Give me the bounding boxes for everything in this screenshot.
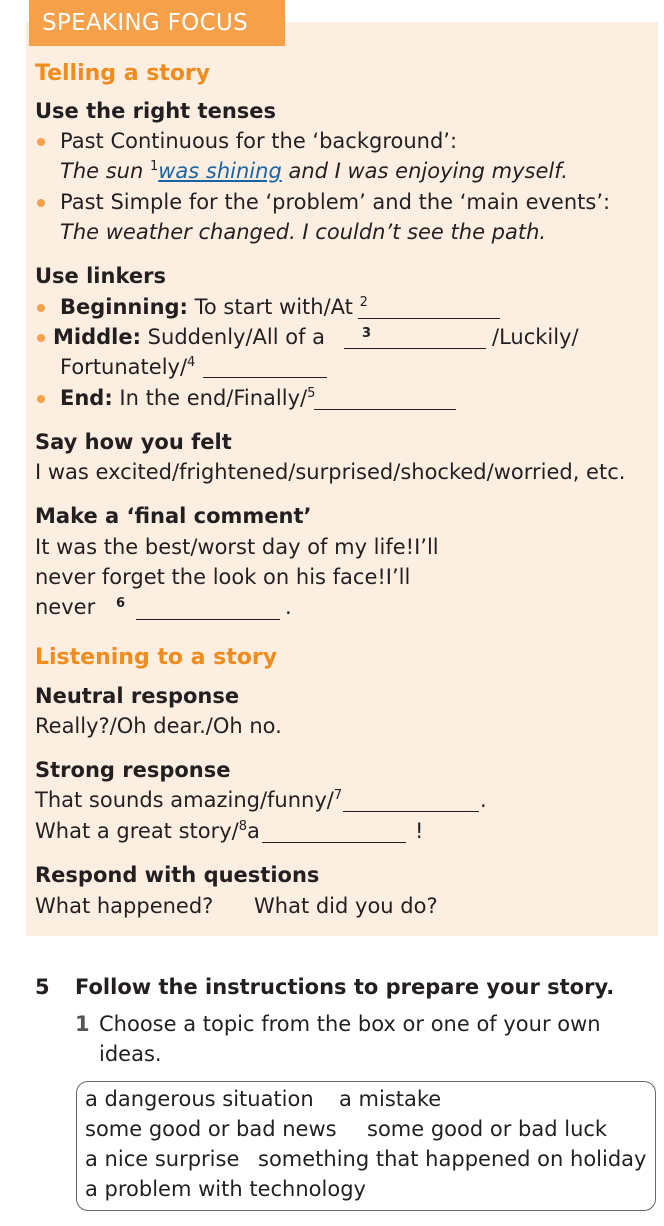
blank-7[interactable] bbox=[343, 811, 479, 812]
step-line-1: Choose a topic from the box or one of your own bbox=[99, 1012, 601, 1036]
topic-item[interactable]: a problem with technology bbox=[85, 1177, 366, 1201]
final-line-2: never forget the look on his face!I’ll bbox=[35, 565, 411, 589]
final-period: . bbox=[285, 595, 292, 619]
strong-line-2: What a great story/$^8$a bbox=[35, 819, 260, 843]
final-line-3: never bbox=[35, 595, 96, 619]
bullet-icon bbox=[37, 304, 45, 312]
step-number: 1 bbox=[75, 1012, 90, 1036]
linker-middle: Middle: Suddenly/All of a bbox=[53, 325, 326, 349]
linker-middle-after: /Luckily/ bbox=[492, 325, 579, 349]
felt-text: I was excited/frightened/surprised/shocked/worried, etc. bbox=[35, 460, 626, 484]
blank-5[interactable] bbox=[314, 409, 456, 410]
neutral-heading: Neutral response bbox=[35, 684, 240, 708]
bullet-icon bbox=[37, 334, 45, 342]
final-line-1: It was the best/worst day of my life!I’ll bbox=[35, 535, 439, 559]
topic-item[interactable]: a mistake bbox=[339, 1087, 442, 1111]
exercise-number: 5 bbox=[35, 975, 50, 999]
neutral-text: Really?/Oh dear./Oh no. bbox=[35, 714, 282, 738]
blank-3[interactable] bbox=[344, 348, 486, 349]
tense-example-2: The weather changed. I couldn’t see the path. bbox=[60, 220, 547, 244]
strong-excl: ! bbox=[415, 819, 424, 843]
answer-example: was shining bbox=[158, 159, 282, 183]
strong-period: . bbox=[480, 788, 487, 812]
blank-4[interactable] bbox=[203, 377, 327, 378]
number-6: 6 bbox=[116, 596, 126, 611]
topic-item[interactable]: some good or bad news bbox=[85, 1117, 337, 1141]
question-1: What happened? bbox=[35, 894, 214, 918]
topic-item[interactable]: a nice surprise bbox=[85, 1147, 240, 1171]
strong-heading: Strong response bbox=[35, 758, 231, 782]
linkers-heading: Use linkers bbox=[35, 264, 166, 288]
blank-6[interactable] bbox=[136, 619, 280, 620]
tense-bullet-2: Past Simple for the ‘problem’ and the ‘main events’: bbox=[60, 190, 611, 214]
topic-item[interactable]: some good or bad luck bbox=[367, 1117, 608, 1141]
bullet-icon bbox=[37, 138, 45, 146]
question-2: What did you do? bbox=[254, 894, 438, 918]
strong-line-1: That sounds amazing/funny/$^7$ bbox=[35, 788, 343, 812]
final-heading: Make a ‘final comment’ bbox=[35, 504, 312, 528]
topic-item[interactable]: something that happened on holiday bbox=[258, 1147, 647, 1171]
listening-heading: Listening to a story bbox=[35, 645, 278, 670]
exercise-instruction: Follow the instructions to prepare your story. bbox=[75, 975, 615, 999]
linker-end: End: In the end/Finally/$^5$ bbox=[60, 386, 316, 410]
felt-heading: Say how you felt bbox=[35, 430, 232, 454]
speaking-focus-tab: SPEAKING FOCUS bbox=[29, 0, 285, 46]
number-3: 3 bbox=[362, 326, 372, 341]
bullet-icon bbox=[37, 395, 45, 403]
topic-item[interactable]: a dangerous situation bbox=[85, 1087, 314, 1111]
tense-bullet-1: Past Continuous for the ‘background’: bbox=[60, 129, 458, 153]
telling-heading: Telling a story bbox=[35, 61, 211, 86]
tense-example-1: The sun $^1$was shining and I was enjoying myself. bbox=[60, 159, 568, 183]
tenses-heading: Use the right tenses bbox=[35, 99, 277, 123]
questions-heading: Respond with questions bbox=[35, 863, 320, 887]
blank-8[interactable] bbox=[262, 842, 406, 843]
bullet-icon bbox=[37, 199, 45, 207]
linker-beginning: Beginning: To start with/At $^2$ bbox=[60, 295, 368, 319]
linker-middle-line2: Fortunately/$^4$ bbox=[60, 355, 196, 379]
blank-2[interactable] bbox=[358, 318, 500, 319]
step-line-2: ideas. bbox=[99, 1042, 162, 1066]
